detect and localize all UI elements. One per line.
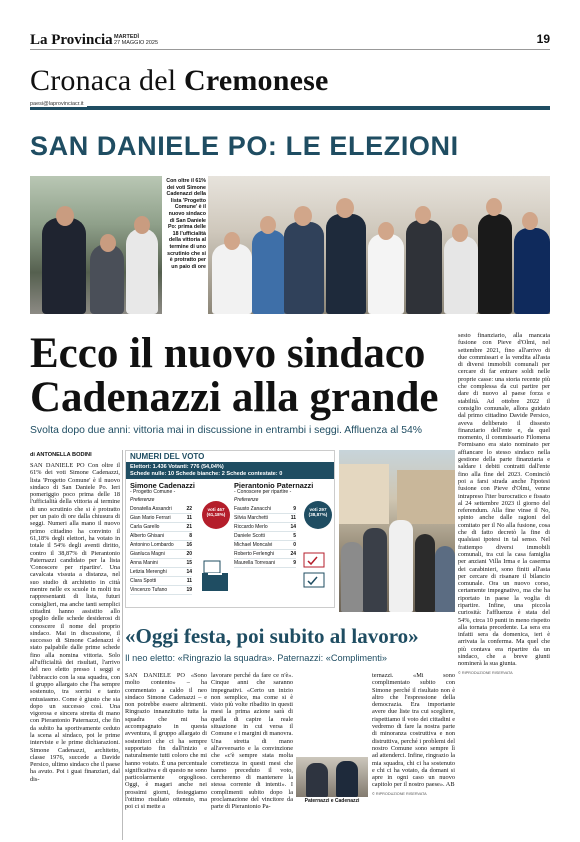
photo-celebration [339,450,455,612]
candidate-list: - Progetto Comune - [130,489,176,495]
votes-count: voti 467 [207,507,225,512]
preference-name: Michael Moncalvi [234,541,273,548]
preference-name: Silvia Marchetti [234,514,268,521]
issue-date [114,34,158,46]
preference-votes: 14 [186,568,192,575]
preference-votes: 0 [293,541,296,548]
preference-name: Vincenzo Tufano [130,586,168,593]
section-title-light: Cronaca del [30,64,184,97]
preference-votes: 14 [290,523,296,530]
votes-percent: (38,87%) [308,512,328,518]
candidate-list: - Conoscere per ripartire - [234,489,292,495]
masthead: La Provincia [30,32,113,48]
preference-row [130,514,192,523]
preference-row [234,523,296,532]
ballot-icon [302,551,328,591]
preference-votes: 24 [290,550,296,557]
vote-numbers-title: NUMERI DEL VOTO [126,451,334,463]
preference-name: Anna Manini [130,559,158,566]
votes-count: voti 297 [309,507,327,512]
secondary-column-1 [125,672,207,842]
vote-stats [126,463,334,479]
preference-votes: 5 [293,532,296,539]
page-header [30,30,550,50]
secondary-column-2 [211,672,293,842]
copyright-note: © RIPRODUZIONE RISERVATA [372,791,427,796]
preference-name: Riccardo Merlo [234,523,268,530]
article-column-1 [30,462,120,842]
preference-votes: 16 [186,541,192,548]
preference-votes: 21 [186,523,192,530]
preference-row [130,523,192,532]
candidate-name: Pierantonio Paternazzi [234,481,314,490]
preference-row [130,559,192,568]
preference-name: Fausto Zanacchi [234,505,271,512]
preference-name: Roberto Ferlenghi [234,550,275,557]
section-title [30,64,329,98]
section-title-bold: Cremonese [184,64,329,97]
handshake-caption: Paternazzi e Cadenazzi [304,798,360,804]
article-column-4 [458,332,550,842]
article-text-1: SAN DANIELE PO Con oltre il 61% dei voti Simone Cadenazzi, lista 'Progetto Comune' è il nuovo sindaco di San Daniele Po. Ieri pomeriggio poco prima delle 18 l'ufficialità della vittoria al termine di uno scrutinio che si è protratto per un paio di ore dalla chiusura di seggi. Numeri alla mano il nuovo primo cittadino ha convinto il 61,18% degli elettori, ha votato in totale il 54% degli aventi diritto, contro il 38,87% di Pierantonio Paternazzi candidato per la lista 'Conoscere per ripartire'. Una cavalcata vissuta a distanza, nel suo studio di architetto in città mentre nelle ex scuole in molti tra rappresentanti di lista, futuri consiglieri, ma anche tanti semplici cittadini hanno assistito allo spoglio delle schede desiderosi di conoscere il nome del proprio sindaco. Mai in discussione, il successo di Simone Cadenazzi è stato palpabile dalle prime schede fino alla nomina vittoria. Solo all'ufficialità dei risultati, l'arrivo del neo eletto presso i seggi e l'abbraccio con la sua squadra, con il gruppo allargato che l'ha sempre sostenuto, tra sorrisi e tanto entusiasmo. Come è giusto che sia dopo un successo così. Una vigorosa e sincera stretta di mano con Pierantonio Paternazzi, che fin da subito ha sportivamente ceduto la scena al sindaco, poi le prime interviste e le prime dichiarazioni. Simone Cadenazzi, architetto, classe 1976, succede a Davide Persico, ultimo sindaco che il paese ha avuto. Poi i guai finanziari, dal dis- [30,462,120,783]
preference-votes: 11 [290,514,296,521]
photo-caption: Con oltre il 61% dei voti Simone Cadenazzi della lista 'Progetto Comune' è il nuovo sindaco di San Daniele Po: prima delle 18 l'ufficialità della vittoria al termine di uno scrutinio che si è protratto per un paio di ore [166,178,206,270]
preference-votes: 15 [186,559,192,566]
preference-row [130,568,192,577]
photo-candidates-left [30,176,162,314]
secondary-text-1: SAN DANIELE PO «Sono molto contento» – ha commentato a caldo il neo sindaco Simone Cadenazzi – e non potrebbe essere altrimenti. Ringrazio innanzitutto tutta la squadra che mi ha accompagnato in questa avventura, il gruppo allargato di sostenitori che ci ha sempre supportato fin dall'inizio e naturalmente tutti coloro che mi hanno votato. È una percentuale significativa e di questo ne sono particolarmente orgoglioso. Oggi, è magari anche nei prossimi giorni, festeggiamo l'ottimo risultato ottenuto, ma poi ci si mette a [125,672,207,811]
preference-name: Carla Garello [130,523,160,530]
secondary-column-3 [372,672,455,842]
preferences-label: Preferenze [130,496,155,503]
article-text-4: sesto finanziario, alla mancata fusione con Pieve d'Olmi, nel settembre 2021, fino all'arrivo di due commissari e la vendita all'asta di diversi immobili comunali per cercare di far entrare soldi nelle proprie casse: una storia recente più che complessa da cui partire per dare di nuovo al paese forza e stabilità. Ad ottobre 2022 il consiglio comunale, allora guidato dal primo cittadino Davide Persico, aveva deliberato il dissesto finanziario dell'ente e, da quel momento, il commissario Filomena Formisano era stato nominato per affiancare lo stesso sindaco nella gestione della parte finanziaria e saldare i debiti contratti dall'ente fino alla fine del 2023. Cominciò poi a farsi strada anche l'ipotesi fusione con Pieve d'Olmi, venne intrapreso l'iter burocratico e fissato al 24 settembre 2023 il giorno del referendum. Alla fine vinse il No, spinto anche dalle ragioni del comitato per il No alla fusione, cosa che di fatto decretò la fine di qualsiasi ipotesi in tal senso. Nel frattempo diversi immobili comunali, tra cui la casa famiglia per anziani Villa Irma e la caserma dei carabinieri, sono finiti all'asta per cercare di risanare il bilancio comunale. Ora un nuovo corso, certamente impegnativo, ma che ha riportato in paese la voglia di ripartire. Infine, una piccola curiosità: l'affluenza è stata del 54%, circa 10 punti in meno rispetto alla tornata precedente. La sera era infatti sera da domenica, ieri è arrivata la conferma. Ma quel che più contava era ripartire da un sindaco, che a breve giunti nominerà la sua giunta. [458,332,550,668]
preference-row [130,586,192,595]
main-headline: Ecco il nuovo sindaco Cadenazzi alla grande [30,330,439,421]
photo-winning-team [208,176,550,314]
section-email: paesi@laprovinciacr.it [30,101,87,107]
preference-name: Gianluca Magni [130,550,165,557]
kicker: SAN DANIELE PO: LE ELEZIONI [30,131,459,161]
preference-votes: 9 [293,505,296,512]
ballot-box-icon [200,559,230,593]
preference-row [234,550,296,559]
page-number: 19 [536,32,550,46]
votes-badge-paternazzi [304,501,332,529]
preference-votes: 22 [186,505,192,512]
column-divider [122,450,123,840]
secondary-text-3: ternazzi. «Mi sono complimentato subito con Simone perché il risultato non è altro che l'espressione della democrazia. Era importante avere due liste tra cui scegliere, rispettiamo il voto dei cittadini e vedremo di fare la nostra parte di minoranza costruttiva e non distruttiva, perché i problemi del nostro Comune sono sempre lì ad attenderci. Infine, ringrazio la mia squadra, chi ci ha sostenuto e chi ci ha votato, da domani si apre in ogni caso un nuovo capitolo per il nostro paese». AB [372,672,455,789]
preference-name: Maurella Torresani [234,559,276,566]
preference-votes: 19 [186,586,192,593]
preference-row [234,532,296,541]
votes-badge-cadenazzi [202,501,230,529]
preference-row [130,541,192,550]
vote-numbers-box [125,450,335,608]
preference-votes: 8 [189,532,192,539]
preference-name: Daniele Scotti [234,532,265,539]
issue-date-text: 27 MAGGIO 2025 [114,40,159,46]
preference-name: Donatella Assandri [130,505,172,512]
preference-votes: 11 [186,514,192,521]
vote-stats-line-2: Schede nulle: 10 Schede bianche: 2 Schede contestate: 0 [130,471,283,477]
byline: di ANTONELLA BODINI [30,452,92,458]
main-subhead: Svolta dopo due anni: vittoria mai in discussione in entrambi i seggi. Affluenza al 54% [30,425,422,436]
copyright-note: © RIPRODUZIONE RISERVATA [458,670,513,675]
preference-votes: 20 [186,550,192,557]
preference-votes: 9 [293,559,296,566]
preference-name: Antonino Lombardo [130,541,174,548]
preference-row [130,550,192,559]
candidate-name: Simone Cadenazzi [130,481,195,490]
preference-row [234,514,296,523]
votes-percent: (61,18%) [206,512,226,518]
preference-name: Clara Spotti [130,577,157,584]
preferences-label: Preferenze [234,496,259,503]
secondary-subhead: Il neo eletto: «Ringrazio la squadra». Paternazzi: «Complimenti» [125,653,387,663]
section-rule [30,106,550,110]
preference-row [130,577,192,586]
preference-row [234,541,296,550]
vote-stats-line-1: Elettori: 1.436 Votanti: 776 (54,04%) [130,464,224,470]
preference-row [234,559,296,568]
secondary-text-2: lavorare perché da fare ce n'è». Cinque anni che saranno impegnativi. «Certo un inizio non semplice, ma come si è visto più volte ribadito in questi mesi la prima azione sarà di quella di capire la reale situazione in cui versa il Comune e i margini di manovra. Una stretta di mano all'avversario e la convinzione che «c'è sempre stata molta correttezza in questi mesi che hanno preceduto il voto, cercheremo di mantenere la stessa corrente di intenti». I complimenti subito dopo la proclamazione del vincitore da parte di Pierantonio Pa- [211,672,293,811]
photo-handshake [296,757,368,797]
secondary-headline: «Oggi festa, poi subito al lavoro» [125,624,419,648]
preference-row [130,505,192,514]
preference-name: Letizia Merenghi [130,568,167,575]
issue-day: MARTEDÌ [114,34,140,40]
preference-row [130,532,192,541]
preference-name: Alberto Ghisani [130,532,165,539]
preference-name: Gian Mario Ferrari [130,514,171,521]
preference-row [234,505,296,514]
preference-votes: 11 [186,577,192,584]
